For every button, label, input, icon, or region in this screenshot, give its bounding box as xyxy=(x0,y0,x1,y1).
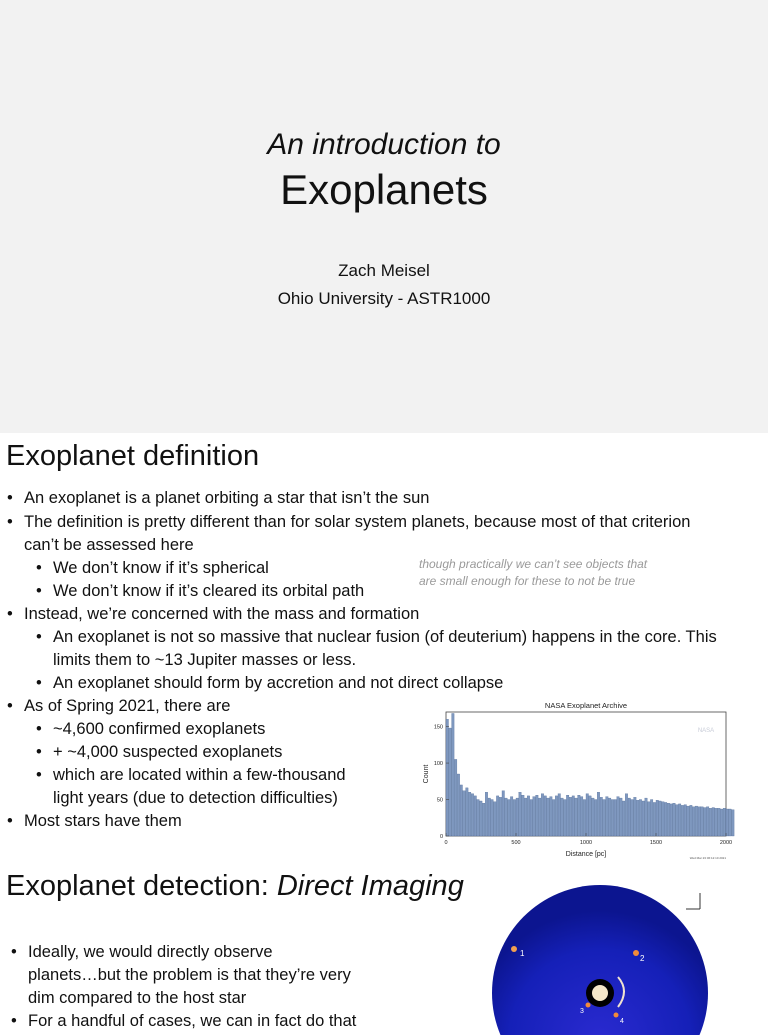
histogram-bar xyxy=(625,794,628,836)
histogram-bar xyxy=(569,797,572,836)
histogram-bar xyxy=(620,798,623,836)
histogram-bar xyxy=(580,797,583,836)
side-note-line-1: though practically we can’t see objects that xyxy=(419,557,648,571)
histogram-bar xyxy=(491,800,494,836)
histogram-bar xyxy=(622,801,625,836)
y-tick-label: 100 xyxy=(433,761,443,768)
coronagraph-disk xyxy=(492,885,708,1035)
histogram-bar xyxy=(653,802,656,836)
histogram-bar xyxy=(670,804,673,836)
affiliation: Ohio University - ASTR1000 xyxy=(277,289,491,308)
detection-bullet-2: • For a handful of cases, we can in fact do that xyxy=(11,1012,357,1030)
histogram-bar xyxy=(522,795,525,836)
planet-1 xyxy=(511,946,517,952)
histogram-bar xyxy=(600,797,603,836)
histogram-bar xyxy=(592,798,595,836)
detection-bullet-1-line-2: planets…but the problem is that they’re very xyxy=(28,966,351,984)
histogram-bar xyxy=(597,792,600,836)
x-tick-label: 500 xyxy=(511,840,521,846)
histogram-bar xyxy=(583,800,586,836)
planet-label-1: 1 xyxy=(520,949,525,958)
histogram-bar xyxy=(718,808,721,836)
histogram-bar xyxy=(704,808,707,836)
histogram-bar xyxy=(578,795,581,836)
histogram-bar xyxy=(452,713,455,836)
histogram-bar xyxy=(499,797,502,836)
histogram-bar xyxy=(611,800,614,836)
histogram-bar xyxy=(449,728,452,836)
histogram-bar xyxy=(572,796,575,836)
histogram-bar xyxy=(496,796,499,836)
sub-bullet-spherical: • We don’t know if it’s spherical xyxy=(36,559,269,577)
sub-bullet-orbital-path: • We don’t know if it’s cleared its orbital path xyxy=(36,582,365,600)
histogram-bar xyxy=(463,791,466,836)
histogram-bar xyxy=(628,798,631,836)
histogram-bar xyxy=(555,796,558,836)
exoplanet-distance-histogram xyxy=(416,698,736,861)
bullet-2-line-2: can’t be assessed here xyxy=(24,536,194,554)
x-axis-label: Distance [pc] xyxy=(565,851,607,858)
histogram-bar xyxy=(648,802,651,836)
histogram-bar xyxy=(642,801,645,836)
histogram-bar xyxy=(586,794,589,836)
histogram-bar xyxy=(695,806,698,836)
histogram-bar xyxy=(673,803,676,836)
histogram-bar xyxy=(552,800,555,836)
histogram-bar xyxy=(508,800,511,836)
histogram-bar xyxy=(634,797,637,836)
histogram-bar xyxy=(502,791,505,836)
histogram-bar xyxy=(606,797,609,836)
histogram-bar xyxy=(544,796,547,836)
histogram-bar xyxy=(678,804,681,836)
x-tick-label: 2000 xyxy=(719,840,733,846)
histogram-bar xyxy=(681,805,684,836)
histogram-bar xyxy=(513,800,516,836)
sub-bullet-fusion-line-2: limits them to ~13 Jupiter masses or less. xyxy=(53,651,357,669)
chart-footnote: Wed Mar 23 06:12:10 2021 xyxy=(689,856,726,860)
histogram-bar xyxy=(631,800,634,836)
histogram-bar xyxy=(510,797,513,836)
definition-slide-title: Exoplanet definition xyxy=(6,440,260,472)
title-slide xyxy=(0,0,768,433)
histogram-bar xyxy=(482,803,485,836)
slide-title: Exoplanets xyxy=(280,166,488,213)
chart-title: NASA Exoplanet Archive xyxy=(544,701,628,710)
histogram-bar xyxy=(460,785,463,836)
host-star xyxy=(592,985,608,1001)
histogram-bar xyxy=(701,807,704,836)
histogram-bar xyxy=(639,800,642,836)
histogram-bar xyxy=(558,794,561,836)
histogram-bar xyxy=(547,798,550,836)
bullet-3: • Instead, we’re concerned with the mass and formation xyxy=(7,605,420,623)
histogram-bar xyxy=(536,795,539,836)
histogram-bar xyxy=(538,798,541,836)
histogram-bar xyxy=(524,798,527,836)
histogram-bar xyxy=(650,800,653,836)
x-tick-label: 1500 xyxy=(649,840,663,846)
histogram-bar xyxy=(667,803,670,836)
histogram-bar xyxy=(477,800,480,836)
y-axis-label: Count xyxy=(423,764,430,784)
planet-4 xyxy=(614,1013,619,1018)
histogram-bar xyxy=(561,798,564,836)
y-tick-label: 0 xyxy=(439,834,443,840)
histogram-bar xyxy=(589,796,592,836)
author-name: Zach Meisel xyxy=(338,261,430,280)
slide-subtitle: An introduction to xyxy=(267,128,501,161)
histogram-bar xyxy=(659,801,662,836)
bullet-4: • As of Spring 2021, there are xyxy=(7,697,231,715)
y-tick-label: 50 xyxy=(436,797,443,804)
histogram-bar xyxy=(603,800,606,836)
histogram-bar xyxy=(485,792,488,836)
histogram-bar xyxy=(715,808,718,836)
histogram-bar xyxy=(690,805,693,836)
histogram-bar xyxy=(550,797,553,836)
histogram-bar xyxy=(474,796,477,836)
histogram-bar xyxy=(687,806,690,836)
histogram-bar xyxy=(530,800,533,836)
planet-label-2: 2 xyxy=(640,954,645,963)
sub-bullet-distance: • which are located within a few-thousand xyxy=(36,766,346,784)
histogram-bar xyxy=(533,797,536,836)
histogram-bar xyxy=(676,805,679,836)
y-tick-label: 150 xyxy=(433,724,443,731)
histogram-bar xyxy=(645,798,648,836)
histogram-bar xyxy=(608,798,611,836)
sub-bullet-accretion: • An exoplanet should form by accretion and not direct collapse xyxy=(36,674,504,692)
histogram-bar xyxy=(466,788,469,836)
histogram-bar xyxy=(468,792,471,836)
histogram-bar xyxy=(446,719,449,836)
sub-bullet-fusion: • An exoplanet is not so massive that nuclear fusion (of deuterium) happens in the core. This xyxy=(36,628,717,646)
histogram-bar xyxy=(566,795,569,836)
histogram-bar xyxy=(692,807,695,836)
histogram-bar xyxy=(709,808,712,836)
x-tick-label: 0 xyxy=(444,840,448,846)
direct-imaging-picture xyxy=(490,885,712,1035)
histogram-bar xyxy=(471,794,474,836)
planet-3 xyxy=(586,1003,591,1008)
side-note-line-2: are small enough for these to not be true xyxy=(419,574,636,588)
histogram-bar xyxy=(723,808,726,836)
histogram-bar xyxy=(720,809,723,836)
sub-bullet-distance-line-2: light years (due to detection difficulties) xyxy=(53,789,338,807)
bullet-5: • Most stars have them xyxy=(7,812,182,830)
planet-label-3: 3 xyxy=(580,1008,584,1015)
histogram-bar xyxy=(614,800,617,836)
bullet-1: • An exoplanet is a planet orbiting a star that isn’t the sun xyxy=(7,489,430,507)
histogram-bar xyxy=(729,809,732,836)
histogram-bar xyxy=(732,810,735,836)
histogram-bar xyxy=(617,797,620,836)
histogram-bar xyxy=(662,802,665,836)
x-tick-label: 1000 xyxy=(579,840,593,846)
compass-rose xyxy=(686,893,700,909)
sub-bullet-suspected: • + ~4,000 suspected exoplanets xyxy=(36,743,283,761)
bullet-2: • The definition is pretty different than for solar system planets, because most of that criterion xyxy=(7,513,691,531)
histogram-bar xyxy=(541,794,544,836)
detection-bullet-1-line-3: dim compared to the host star xyxy=(28,989,247,1007)
histogram-bar xyxy=(494,802,497,836)
sub-bullet-confirmed: • ~4,600 confirmed exoplanets xyxy=(36,720,266,738)
histogram-bar xyxy=(684,805,687,836)
histogram-bar xyxy=(564,800,567,836)
histogram-bar xyxy=(454,759,457,836)
histogram-bar xyxy=(726,809,729,836)
histogram-bar xyxy=(706,807,709,836)
histogram-bar xyxy=(457,774,460,836)
histogram-bar xyxy=(516,798,519,836)
histogram-bar xyxy=(698,807,701,836)
histogram-bar xyxy=(656,800,659,836)
histogram-bar xyxy=(480,801,483,836)
histogram-bar xyxy=(505,798,508,836)
direct-imaging-slide-title: Exoplanet detection: Direct Imaging xyxy=(6,870,464,902)
chart-watermark: NASA xyxy=(697,728,715,734)
histogram-bar xyxy=(575,798,578,836)
histogram-bar xyxy=(594,800,597,836)
histogram-bar xyxy=(519,792,522,836)
planet-2 xyxy=(633,950,639,956)
histogram-bar xyxy=(664,802,667,836)
detection-bullet-1: • Ideally, we would directly observe xyxy=(11,943,273,961)
histogram-bar xyxy=(527,796,530,836)
histogram-bar xyxy=(712,808,715,836)
histogram-bar xyxy=(636,800,639,836)
histogram-bar xyxy=(488,798,491,836)
planet-label-4: 4 xyxy=(620,1018,624,1025)
